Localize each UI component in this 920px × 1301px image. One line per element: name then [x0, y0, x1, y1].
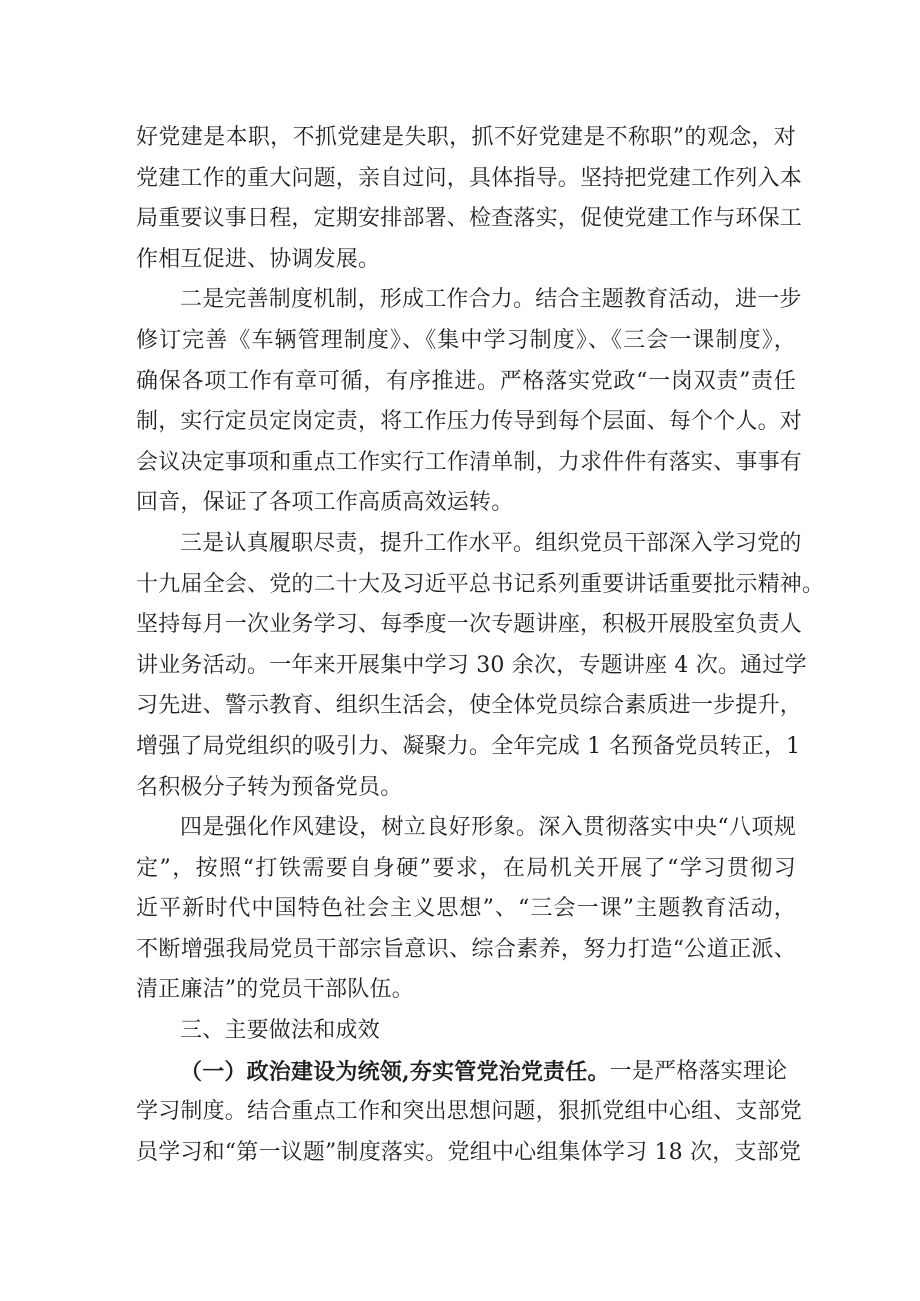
subsection-heading-rest: 一是严格落实理论: [609, 1058, 788, 1084]
section-heading: 三、主要做法和成效: [180, 1018, 380, 1044]
paragraph-start-line: 三是认真履职尽责，提升工作水平。组织党员干部深入学习党的: [180, 530, 802, 556]
text-line: 修订完善《车辆管理制度》、《集中学习制度》、《三会一课制度》，: [136, 327, 796, 353]
text-line: 员学习和“第一议题”制度落实。党组中心组集体学习 18 次，支部党: [136, 1139, 802, 1165]
text-line: 习先进、警示教育、组织生活会，使全体党员综合素质进一步提升，: [136, 693, 803, 719]
text-line: 作相互促进、协调发展。: [136, 246, 381, 272]
text-line: 会议决定事项和重点工作实行工作清单制，力求件件有落实、事事有: [136, 449, 803, 475]
paragraph-start-line: 四是强化作风建设，树立良好形象。深入贯彻落实中央“八项规: [180, 815, 796, 841]
text-line: 定”，按照“打铁需要自身硬”要求，在局机关开展了“学习贯彻习: [136, 855, 796, 881]
text-line: 确保各项工作有章可循，有序推进。严格落实党政“一岗双责”责任: [136, 368, 796, 394]
text-line: 近平新时代中国特色社会主义思想”、“三会一课”主题教育活动，: [136, 896, 796, 922]
text-line: 好党建是本职，不抓党建是失职，抓不好党建是不称职”的观念，对: [136, 125, 796, 150]
text-line: 不断增强我局党员干部宗旨意识、综合素养，努力打造“公道正派、: [136, 936, 796, 962]
text-line: 增强了局党组织的吸引力、凝聚力。全年完成 1 名预备党员转正，1: [136, 733, 801, 759]
text-line: 学习制度。结合重点工作和突出思想问题，狠抓党组中心组、支部党: [136, 1099, 803, 1125]
text-line: 制，实行定员定岗定责，将工作压力传导到每个层面、每个个人。对: [136, 409, 803, 435]
body-text: [136, 118, 825, 1173]
text-line: 讲业务活动。一年来开展集中学习 30 余次，专题讲座 4 次。通过学: [136, 652, 807, 678]
text-line: 十九届全会、党的二十大及习近平总书记系列重要讲话重要批示精神。: [136, 571, 825, 597]
text-line: 回音，保证了各项工作高质高效运转。: [136, 490, 514, 516]
text-line: 局重要议事日程，定期安排部署、检查落实，促使党建工作与环保工: [136, 206, 803, 232]
subsection-heading: （一）政治建设为统领,夯实管党治党责任。: [180, 1058, 610, 1085]
text-line: 清正廉洁”的党员干部队伍。: [136, 977, 414, 1003]
text-line: 党建工作的重大问题，亲自过问，具体指导。坚持把党建工作列入本: [136, 165, 803, 191]
paragraph-start-line: 二是完善制度机制，形成工作合力。结合主题教育活动，进一步: [180, 287, 802, 313]
text-line: 坚持每月一次业务学习、每季度一次专题讲座，积极开展股室负责人: [136, 612, 803, 638]
subsection-heading-line: [136, 1052, 796, 1093]
text-line: 名积极分子转为预备党员。: [136, 774, 403, 800]
